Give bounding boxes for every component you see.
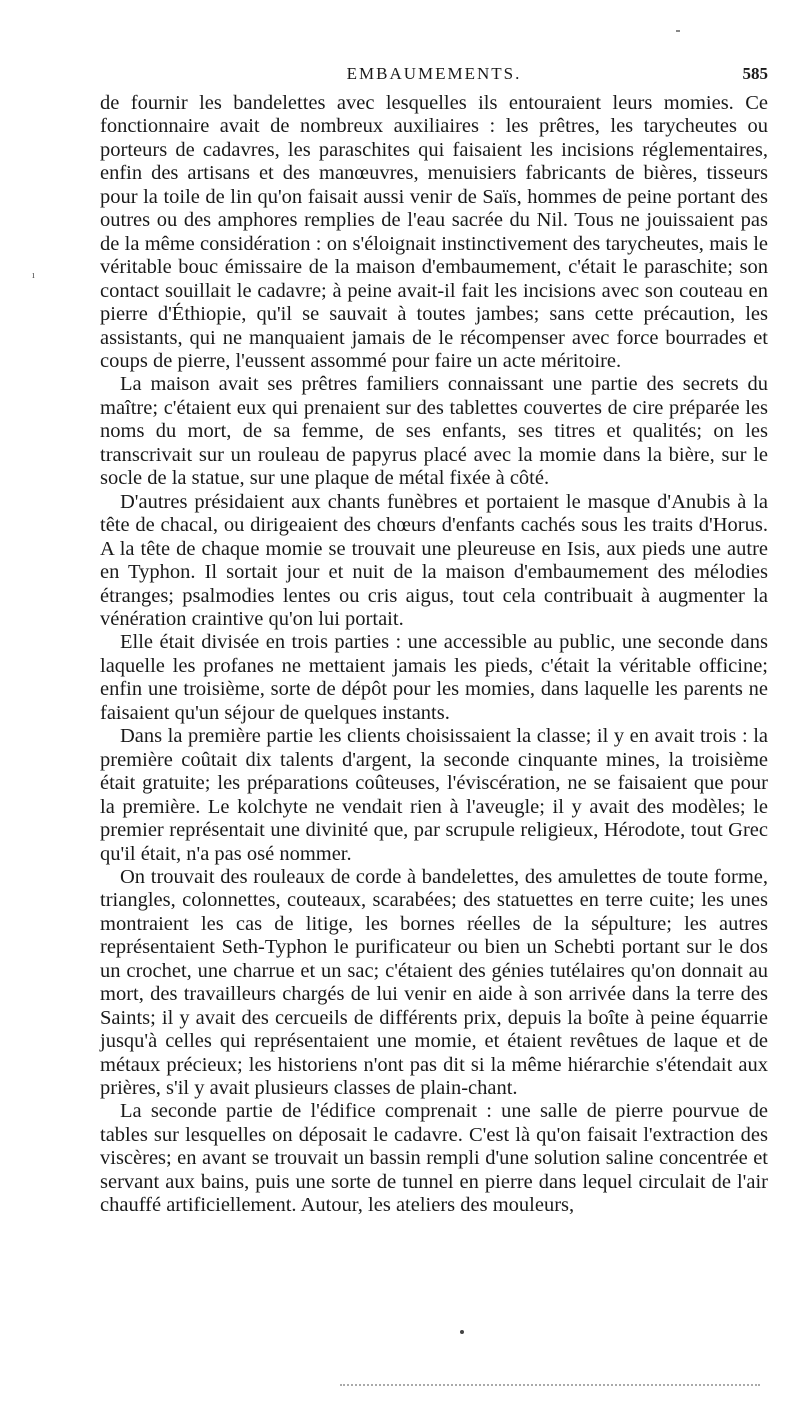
running-head [100, 64, 768, 88]
paragraph-1: de fournir les bandelettes avec lesquelles ils entouraient leurs momies. Ce fonctionnaire avait de nombreux auxiliaires : les prêtres, les tarycheutes ou porteurs de cadavres, les paraschites qui faisaient les incisions réglementaires, enfin des artisans et des manœuvres, menuisiers fabricants de bières, tisseurs pour la toile de lin qu'on faisait aussi venir de Saïs, hommes de peine portant des outres ou des amphores remplies de l'eau sacrée du Nil. Tous ne jouissaient pas de la même considération : on s'éloignait instinctivement des tarycheutes, mais le véritable bouc émissaire de la maison d'embaumement, c'était le paraschite; son contact souillait le cadavre; à peine avait-il fait les incisions avec son couteau en pierre d'Éthiopie, qu'il se sauvait à toutes jambes; sans cette précaution, les assistants, qui ne manquaient jamais de le récompenser avec force bourrades et coups de pierre, l'eussent assommé pour faire un acte méritoire. [100, 92, 768, 372]
running-title: EMBAUMEMENTS. [346, 64, 522, 83]
bleed-through-line [340, 1384, 760, 1390]
text-body [100, 92, 768, 1218]
paragraph-3: D'autres présidaient aux chants funèbres et portaient le masque d'Anubis à la tête de chacal, ou dirigeaient des chœurs d'enfants cachés sous les traits d'Horus. A la tête de chaque momie se trouvait une pleureuse en Isis, aux pieds une autre en Typhon. Il sortait jour et nuit de la maison d'embaumement des mélodies étranges; psalmodies lentes ou cris aigus, tout cela contribuait à augmenter la vénération craintive qu'on lui portait. [100, 490, 768, 630]
ink-dot [460, 1330, 464, 1334]
paragraph-4: Elle était divisée en trois parties : une accessible au public, une seconde dans laquelle les profanes ne mettaient jamais les pieds, c'était la véritable officine; enfin une troisième, sorte de dépôt pour les momies, dans laquelle les parents ne faisaient qu'un séjour de quelques instants. [100, 631, 768, 724]
paragraph-5: Dans la première partie les clients choisissaient la classe; il y en avait trois : la première coûtait dix talents d'argent, la seconde cinquante mines, la troisième était gratuite; les préparations coûteuses, l'éviscération, ne se faisaient que pour la première. Le kolchyte ne vendait rien à l'aveugle; il y avait des modèles; le premier représentait une divinité que, par scrupule religieux, Hérodote, tout Grec qu'il était, n'a pas osé nommer. [100, 725, 768, 865]
paragraph-6: On trouvait des rouleaux de corde à bandelettes, des amulettes de toute forme, triangles, colonnettes, couteaux, scarabées; des statuettes en terre cuite; les unes montraient les cas de litige, les bornes réelles de la sépulture; les autres représentaient Seth-Typhon le purificateur ou bien un Schebti portant sur le dos un crochet, une charrue et un sac; c'étaient des génies tutélaires qu'on donnait au mort, des travailleurs chargés de lui venir en aide à son arrivée dans la terre des Saints; il y avait des cercueils de différents prix, depuis la boîte à peine équarrie jusqu'à celles qui représentaient une momie, et étaient revêtues de laque et de métaux précieux; les historiens n'ont pas dit si la même hiérarchie s'étendait aux prières, s'il y avait plusieurs classes de plain-chant. [100, 865, 768, 1100]
paragraph-7: La seconde partie de l'édifice comprenait : une salle de pierre pourvue de tables sur lesquelles on déposait le cadavre. C'est là qu'on faisait l'extraction des viscères; en avant se trouvait un bassin rempli d'une solution saline concentrée et servant aux bains, puis une sorte de tunnel en pierre dans lequel circulait de l'air chauffé artificiellement. Autour, les ateliers des mouleurs, [100, 1100, 768, 1217]
paragraph-2: La maison avait ses prêtres familiers connaissant une partie des secrets du maître; c'étaient eux qui prenaient sur des tablettes couvertes de cire préparée les noms du mort, de sa femme, de ses enfants, ses titres et qualités; on les transcrivait sur un rouleau de papyrus placé avec la momie dans la bière, sur le socle de la statue, sur une plaque de métal fixée à côté. [100, 373, 768, 490]
page-number: 585 [742, 64, 768, 83]
margin-mark: ı [32, 270, 35, 281]
print-mark [676, 30, 680, 32]
